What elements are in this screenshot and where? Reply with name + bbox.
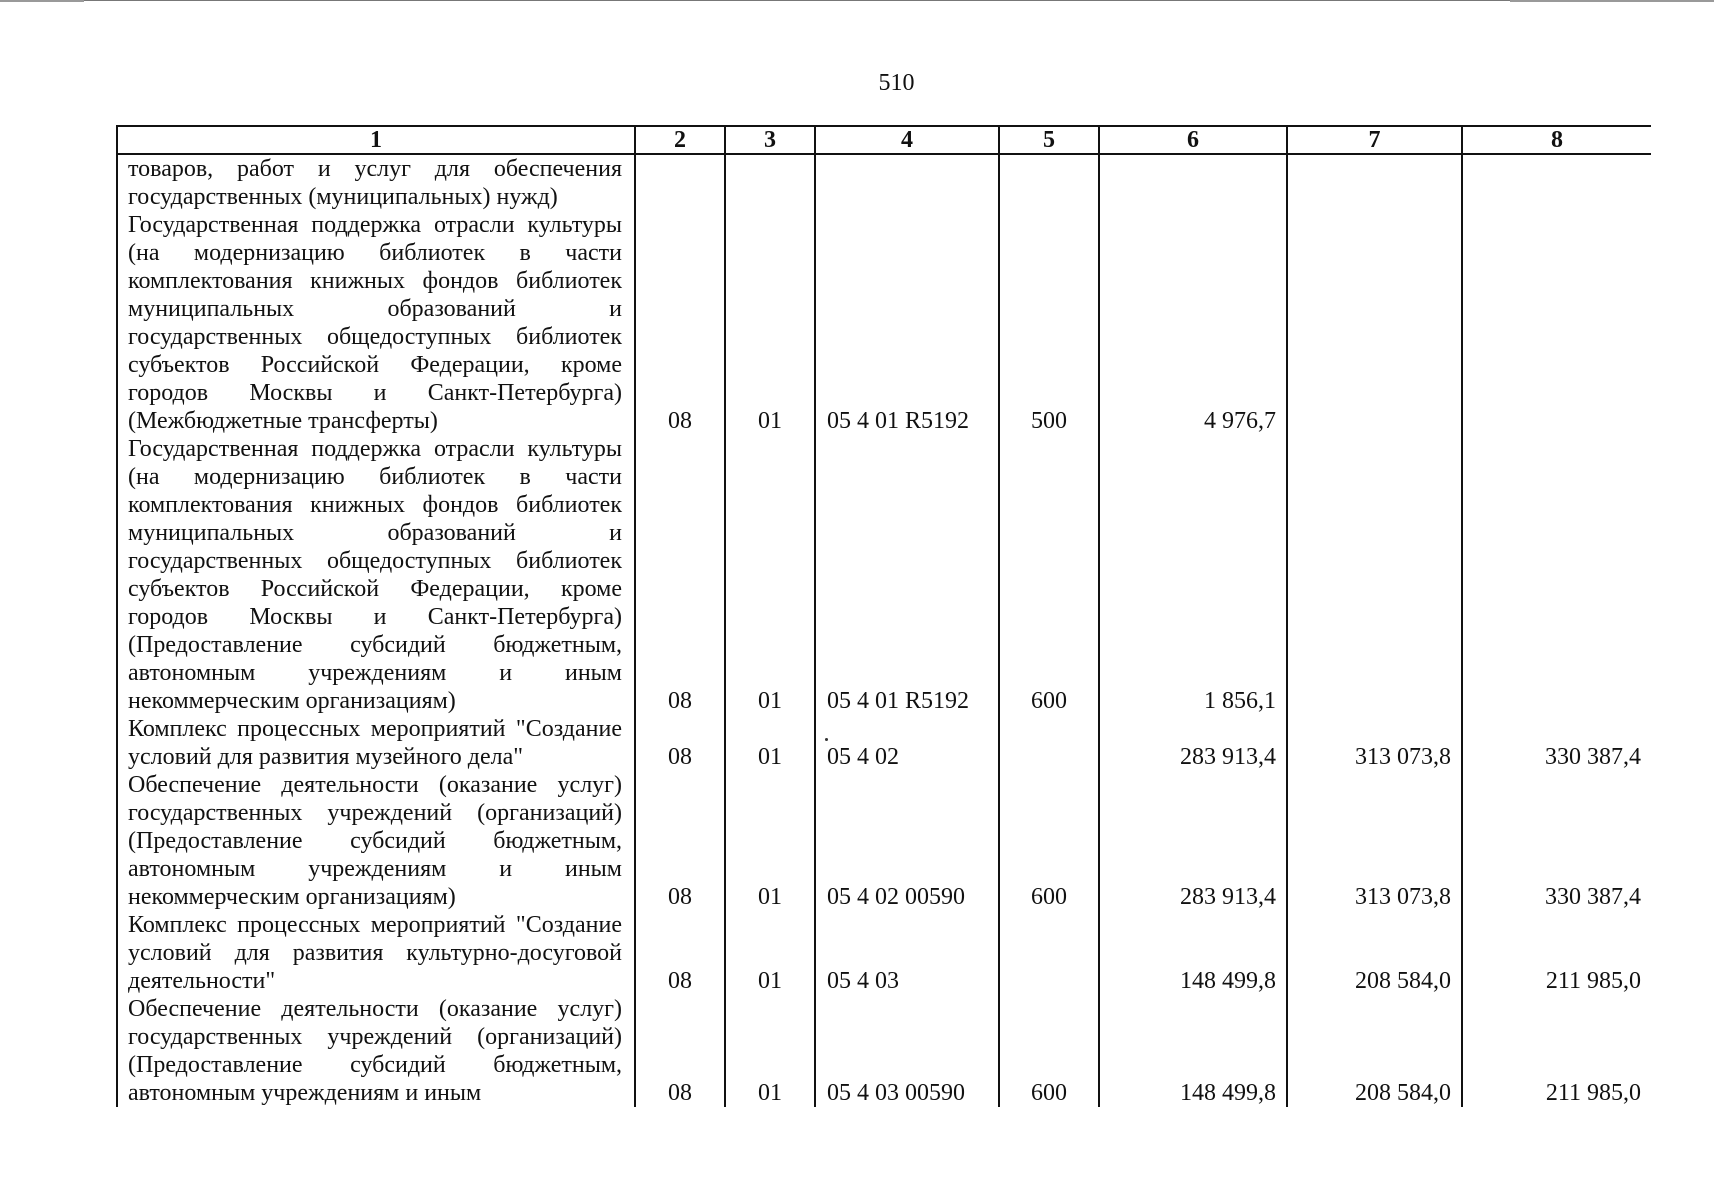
expense-type-code: 600 <box>999 771 1099 911</box>
expense-type-code: 500 <box>999 211 1099 435</box>
amount-col7: 313 073,8 <box>1287 771 1462 911</box>
amount-col8 <box>1462 211 1651 435</box>
table-row <box>117 435 1651 715</box>
table-row <box>117 154 1651 211</box>
item-description: Комплекс процессных мероприятий "Создание условий для развития музейного дела" <box>117 715 635 771</box>
budget-table <box>116 125 1651 1107</box>
section-code: 08 <box>635 715 725 771</box>
amount-col7: 208 584,0 <box>1287 995 1462 1107</box>
target-article-code: 05 4 03 00590 <box>815 995 999 1107</box>
expense-type-code: 600 <box>999 435 1099 715</box>
amount-col6 <box>1099 154 1287 211</box>
column-header: 1 <box>117 126 635 154</box>
section-code: 08 <box>635 211 725 435</box>
column-header: 7 <box>1287 126 1462 154</box>
amount-col6: 283 913,4 <box>1099 771 1287 911</box>
amount-col8 <box>1462 435 1651 715</box>
item-description: Обеспечение деятельности (оказание услуг) государственных учреждений (организаций) (Предоставление субсидий бюджетным, автономным учреждениям и иным некоммерческим организациям) <box>117 771 635 911</box>
item-description: Государственная поддержка отрасли культуры (на модернизацию библиотек в части комплектования книжных фондов библиотек муниципальных образований и государственных общедоступных библиотек субъектов Российской Федерации, кроме городов Москвы и Санкт-Петербурга) (Межбюджетные трансферты) <box>117 211 635 435</box>
table-row <box>117 911 1651 995</box>
item-description: Комплекс процессных мероприятий "Создание условий для развития культурно-досуговой деятельности" <box>117 911 635 995</box>
subsection-code: 01 <box>725 771 815 911</box>
column-header: 3 <box>725 126 815 154</box>
table-row <box>117 995 1651 1107</box>
scan-speck <box>825 738 828 741</box>
column-header: 2 <box>635 126 725 154</box>
target-article-code: 05 4 03 <box>815 911 999 995</box>
subsection-code: 01 <box>725 911 815 995</box>
subsection-code: 01 <box>725 211 815 435</box>
amount-col8: 330 387,4 <box>1462 771 1651 911</box>
amount-col6: 283 913,4 <box>1099 715 1287 771</box>
amount-col8: 330 387,4 <box>1462 715 1651 771</box>
section-code: 08 <box>635 435 725 715</box>
table-row <box>117 715 1651 771</box>
budget-table-container <box>116 125 1651 1110</box>
amount-col7: 313 073,8 <box>1287 715 1462 771</box>
target-article-code: 05 4 01 R5192 <box>815 211 999 435</box>
scan-artifact <box>1510 0 1714 2</box>
table-row <box>117 771 1651 911</box>
subsection-code <box>725 154 815 211</box>
amount-col8: 211 985,0 <box>1462 995 1651 1107</box>
amount-col7: 208 584,0 <box>1287 911 1462 995</box>
amount-col6: 148 499,8 <box>1099 995 1287 1107</box>
section-code: 08 <box>635 771 725 911</box>
subsection-code: 01 <box>725 435 815 715</box>
target-article-code: 05 4 02 00590 <box>815 771 999 911</box>
amount-col8 <box>1462 154 1651 211</box>
column-header: 5 <box>999 126 1099 154</box>
header-row <box>117 126 1651 154</box>
amount-col6: 1 856,1 <box>1099 435 1287 715</box>
item-description: товаров, работ и услуг для обеспечения государственных (муниципальных) нужд) <box>117 154 635 211</box>
column-header: 8 <box>1462 126 1651 154</box>
section-code: 08 <box>635 911 725 995</box>
item-description: Государственная поддержка отрасли культуры (на модернизацию библиотек в части комплектования книжных фондов библиотек муниципальных образований и государственных общедоступных библиотек субъектов Российской Федерации, кроме городов Москвы и Санкт-Петербурга) (Предоставление субсидий бюджетным, автономным учреждениям и иным некоммерческим организациям) <box>117 435 635 715</box>
column-header: 6 <box>1099 126 1287 154</box>
amount-col8: 211 985,0 <box>1462 911 1651 995</box>
subsection-code: 01 <box>725 995 815 1107</box>
amount-col7 <box>1287 154 1462 211</box>
item-description: Обеспечение деятельности (оказание услуг) государственных учреждений (организаций) (Предоставление субсидий бюджетным, автономным учреждениям и иным <box>117 995 635 1107</box>
amount-col7 <box>1287 211 1462 435</box>
target-article-code <box>815 154 999 211</box>
expense-type-code <box>999 715 1099 771</box>
amount-col7 <box>1287 435 1462 715</box>
subsection-code: 01 <box>725 715 815 771</box>
expense-type-code <box>999 911 1099 995</box>
expense-type-code <box>999 154 1099 211</box>
scan-artifact <box>0 0 84 2</box>
target-article-code: 05 4 01 R5192 <box>815 435 999 715</box>
amount-col6: 148 499,8 <box>1099 911 1287 995</box>
column-header: 4 <box>815 126 999 154</box>
amount-col6: 4 976,7 <box>1099 211 1287 435</box>
table-row <box>117 211 1651 435</box>
scan-top-border <box>0 0 1714 1</box>
section-code: 08 <box>635 995 725 1107</box>
section-code <box>635 154 725 211</box>
expense-type-code: 600 <box>999 995 1099 1107</box>
page-number: 510 <box>878 70 915 96</box>
target-article-code: 05 4 02 <box>815 715 999 771</box>
